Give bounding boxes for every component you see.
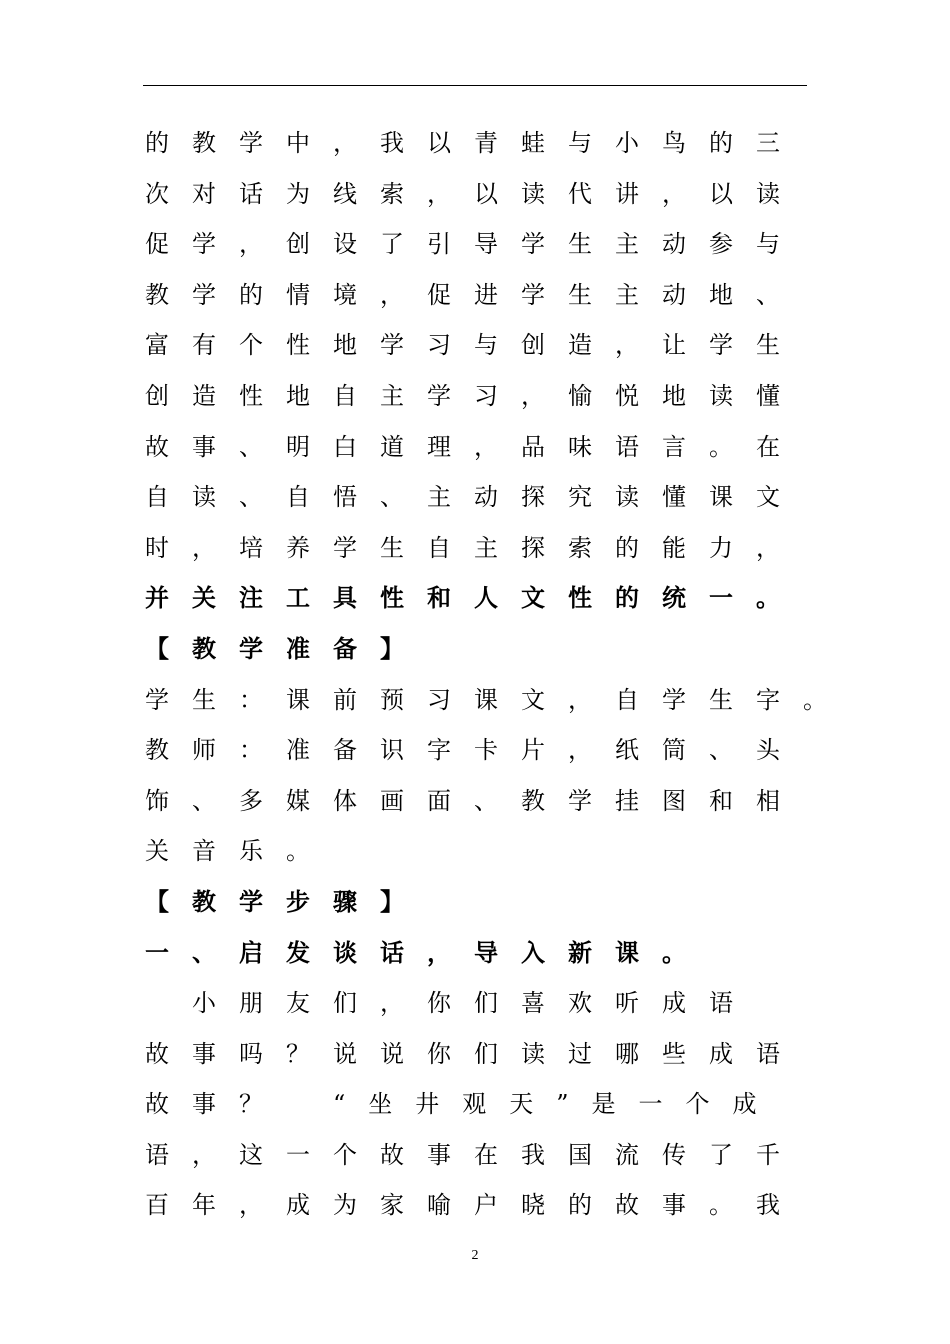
text-line: 饰、多媒体画面、教学挂图和相 [145,786,803,815]
header-rule [143,85,807,86]
text-line: 促学，创设了引导学生主动参与 [145,230,803,259]
text-line: 自读、自悟、主动探究读懂课文 [145,483,803,512]
text-line: 故事？ “坐井观天”是一个成 [145,1090,780,1119]
page-number: 2 [471,1248,479,1263]
text-line: 创造性地自主学习，愉悦地读懂 [145,381,803,410]
text-line: 富有个性地学习与创造，让学生 [145,331,803,360]
document-body [145,118,850,1231]
text-line: 小朋友们，你们喜欢听成语 [145,989,756,1018]
text-line: 时，培养学生自主探索的能力， [145,533,803,562]
text-line-bold: 并关注工具性和人文性的统一。 [145,583,803,613]
text-line: 教师：准备识字卡片，纸筒、头 [145,736,803,765]
text-line: 百年，成为家喻户晓的故事。我 [145,1191,803,1220]
text-line: 学生：课前预习课文，自学生字。 [145,685,850,714]
text-line: 教学的情境，促进学生主动地、 [145,280,803,309]
text-line: 关音乐。 [145,837,333,866]
text-line: 故事吗？说说你们读过哪些成语 [145,1039,803,1068]
text-line: 的教学中，我以青蛙与小鸟的三 [145,129,803,157]
section-heading-preparation: 【教学准备】 [145,633,427,663]
section-heading-steps: 【教学步骤】 [145,886,427,916]
step-heading-1: 一、启发谈话，导入新课。 [145,937,709,967]
text-line: 次对话为线索，以读代讲，以读 [145,179,803,208]
text-line: 语，这一个故事在我国流传了千 [145,1140,803,1169]
text-line: 故事、明白道理，品味语言。在 [145,432,803,461]
